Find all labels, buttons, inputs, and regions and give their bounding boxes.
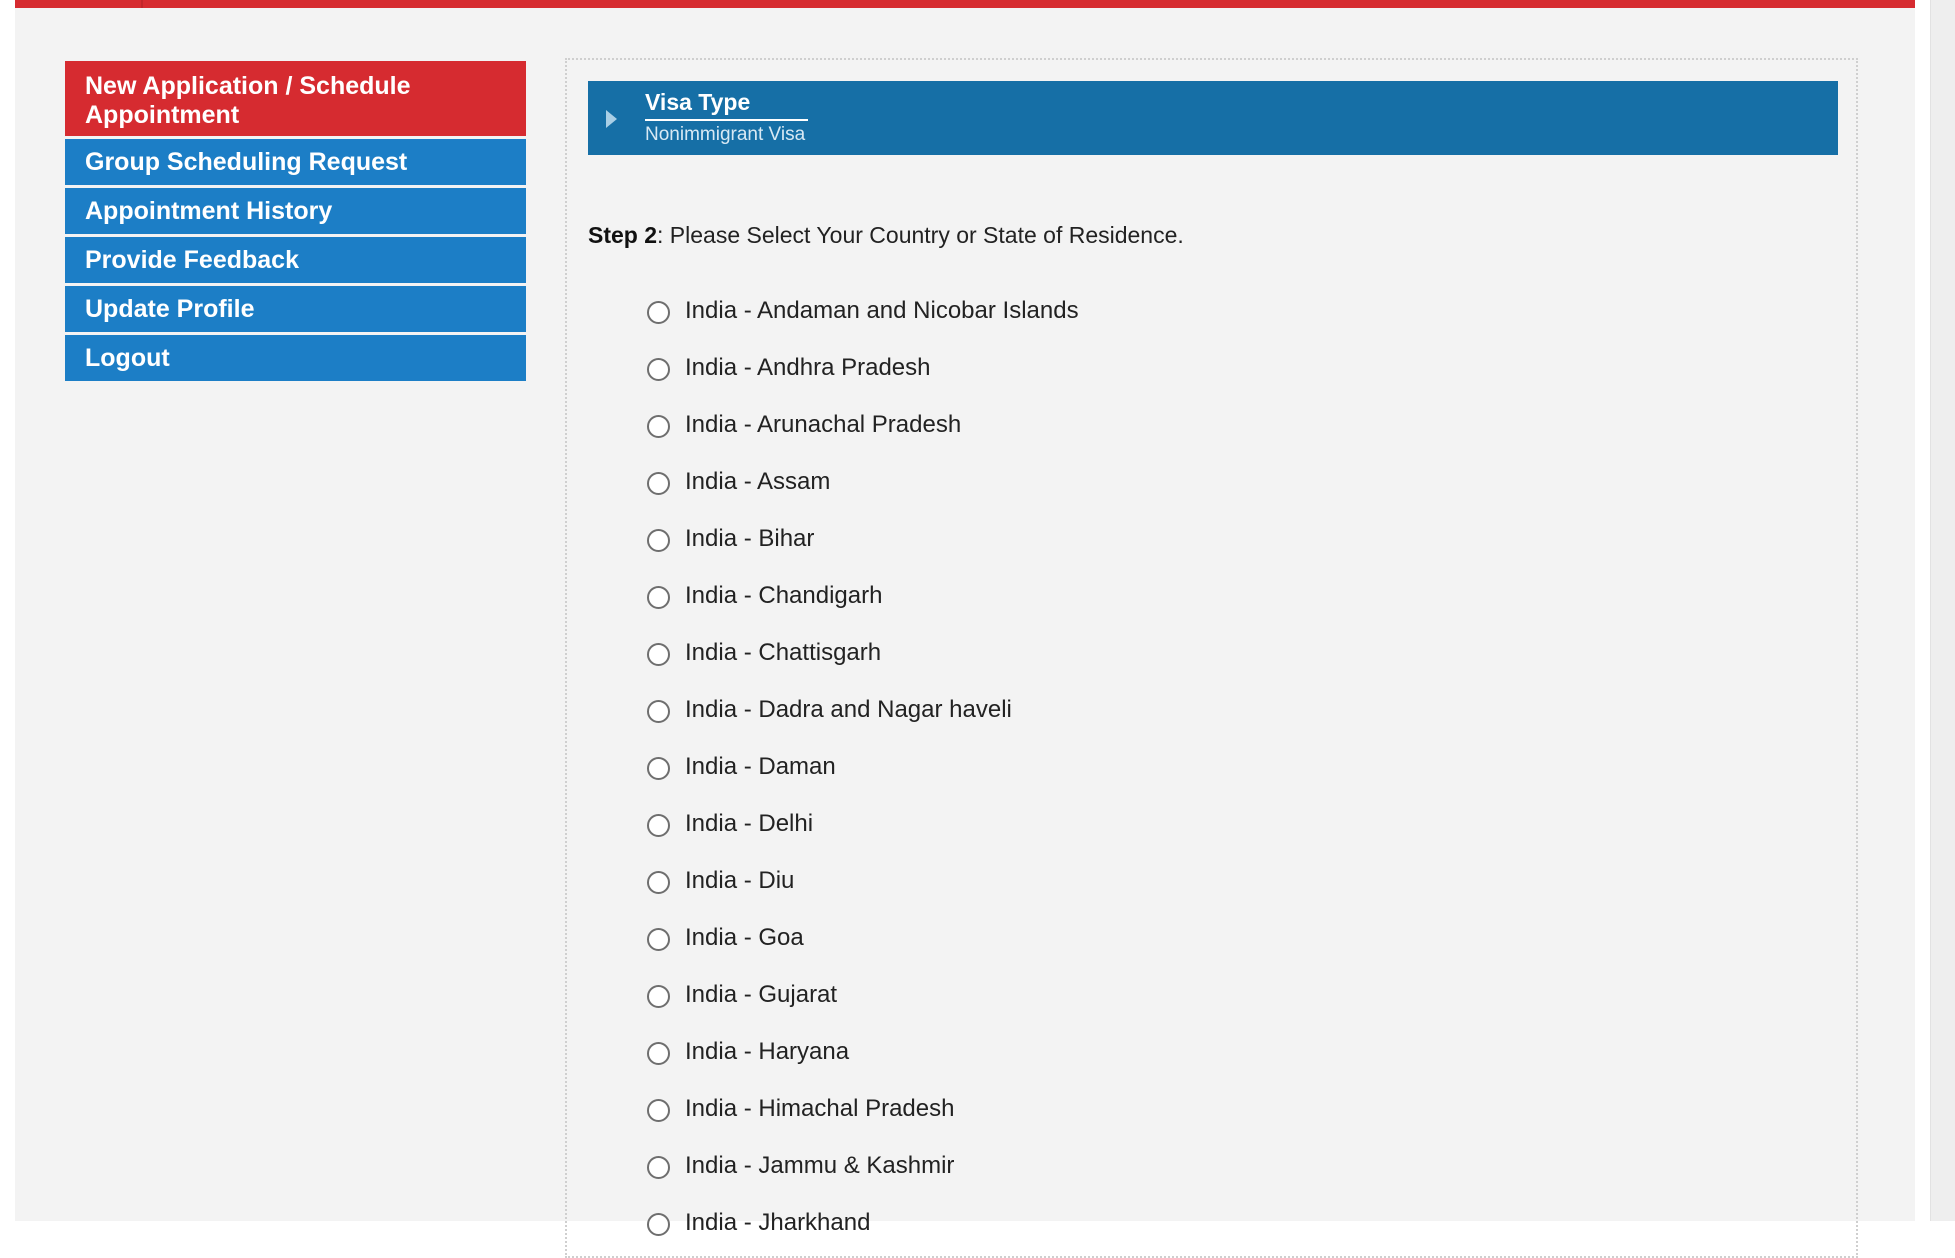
sidebar-item-new-application[interactable] <box>65 61 526 136</box>
sidebar-item-label: Appointment History <box>85 196 333 225</box>
header-divider <box>141 0 143 8</box>
residence-option-label: India - Goa <box>685 923 804 951</box>
radio-button[interactable] <box>647 1213 670 1236</box>
residence-option[interactable] <box>647 398 1079 455</box>
residence-option[interactable] <box>647 284 1079 341</box>
sidebar-nav <box>65 61 526 384</box>
residence-radio-group <box>647 284 1079 1253</box>
residence-option[interactable] <box>647 797 1079 854</box>
sidebar-item-label: Update Profile <box>85 294 255 323</box>
radio-button[interactable] <box>647 643 670 666</box>
sidebar-item-provide-feedback[interactable] <box>65 237 526 283</box>
step-text: : Please Select Your Country or State of Residence. <box>657 222 1184 248</box>
residence-option-label: India - Andaman and Nicobar Islands <box>685 296 1079 324</box>
page-container <box>15 0 1915 1236</box>
scrollbar-track[interactable] <box>1930 0 1955 1221</box>
residence-option[interactable] <box>647 1082 1079 1139</box>
residence-option-label: India - Himachal Pradesh <box>685 1094 955 1122</box>
residence-option-label: India - Andhra Pradesh <box>685 353 931 381</box>
radio-button[interactable] <box>647 757 670 780</box>
sidebar-item-label: Logout <box>85 343 170 372</box>
residence-option-label: India - Arunachal Pradesh <box>685 410 962 438</box>
residence-option-label: India - Chandigarh <box>685 581 883 609</box>
top-header-bar <box>15 0 1915 8</box>
residence-option-label: India - Diu <box>685 866 795 894</box>
sidebar-item-label: Group Scheduling Request <box>85 147 408 176</box>
step-instruction <box>588 220 1184 250</box>
residence-option-label: India - Assam <box>685 467 831 495</box>
radio-button[interactable] <box>647 1156 670 1179</box>
radio-button[interactable] <box>647 1099 670 1122</box>
radio-button[interactable] <box>647 1042 670 1065</box>
residence-option-label: India - Bihar <box>685 524 815 552</box>
main-content-panel <box>565 58 1858 1258</box>
visa-type-accordion[interactable] <box>588 81 1838 155</box>
radio-button[interactable] <box>647 586 670 609</box>
radio-button[interactable] <box>647 928 670 951</box>
radio-button[interactable] <box>647 814 670 837</box>
residence-option[interactable] <box>647 455 1079 512</box>
radio-button[interactable] <box>647 700 670 723</box>
visa-type-value: Nonimmigrant Visa <box>645 124 806 145</box>
residence-option[interactable] <box>647 968 1079 1025</box>
radio-button[interactable] <box>647 358 670 381</box>
residence-option[interactable] <box>647 341 1079 398</box>
residence-option[interactable] <box>647 569 1079 626</box>
residence-option-label: India - Jharkhand <box>685 1208 871 1236</box>
residence-option[interactable] <box>647 1025 1079 1082</box>
residence-option-label: India - Jammu & Kashmir <box>685 1151 955 1179</box>
residence-option-label: India - Daman <box>685 752 836 780</box>
residence-option[interactable] <box>647 626 1079 683</box>
residence-option-label: India - Gujarat <box>685 980 838 1008</box>
sidebar-item-label: Provide Feedback <box>85 245 299 274</box>
radio-button[interactable] <box>647 871 670 894</box>
sidebar-item-label: New Application / Schedule Appointment <box>85 72 411 129</box>
radio-button[interactable] <box>647 985 670 1008</box>
sidebar-item-appointment-history[interactable] <box>65 188 526 234</box>
sidebar-item-group-scheduling[interactable] <box>65 139 526 185</box>
residence-option-label: India - Delhi <box>685 809 814 837</box>
step-number: Step 2 <box>588 222 658 248</box>
residence-option[interactable] <box>647 740 1079 797</box>
residence-option-label: India - Chattisgarh <box>685 638 882 666</box>
caret-right-icon <box>606 110 617 128</box>
residence-option-label: India - Haryana <box>685 1037 850 1065</box>
sidebar-item-update-profile[interactable] <box>65 286 526 332</box>
visa-type-title: Visa Type <box>645 87 808 121</box>
radio-button[interactable] <box>647 472 670 495</box>
sidebar-item-logout[interactable] <box>65 335 526 381</box>
residence-option[interactable] <box>647 854 1079 911</box>
residence-option[interactable] <box>647 1139 1079 1196</box>
radio-button[interactable] <box>647 301 670 324</box>
residence-option[interactable] <box>647 683 1079 740</box>
residence-option[interactable] <box>647 1196 1079 1253</box>
residence-option[interactable] <box>647 512 1079 569</box>
residence-option[interactable] <box>647 911 1079 968</box>
radio-button[interactable] <box>647 529 670 552</box>
residence-option-label: India - Dadra and Nagar haveli <box>685 695 1012 723</box>
radio-button[interactable] <box>647 415 670 438</box>
